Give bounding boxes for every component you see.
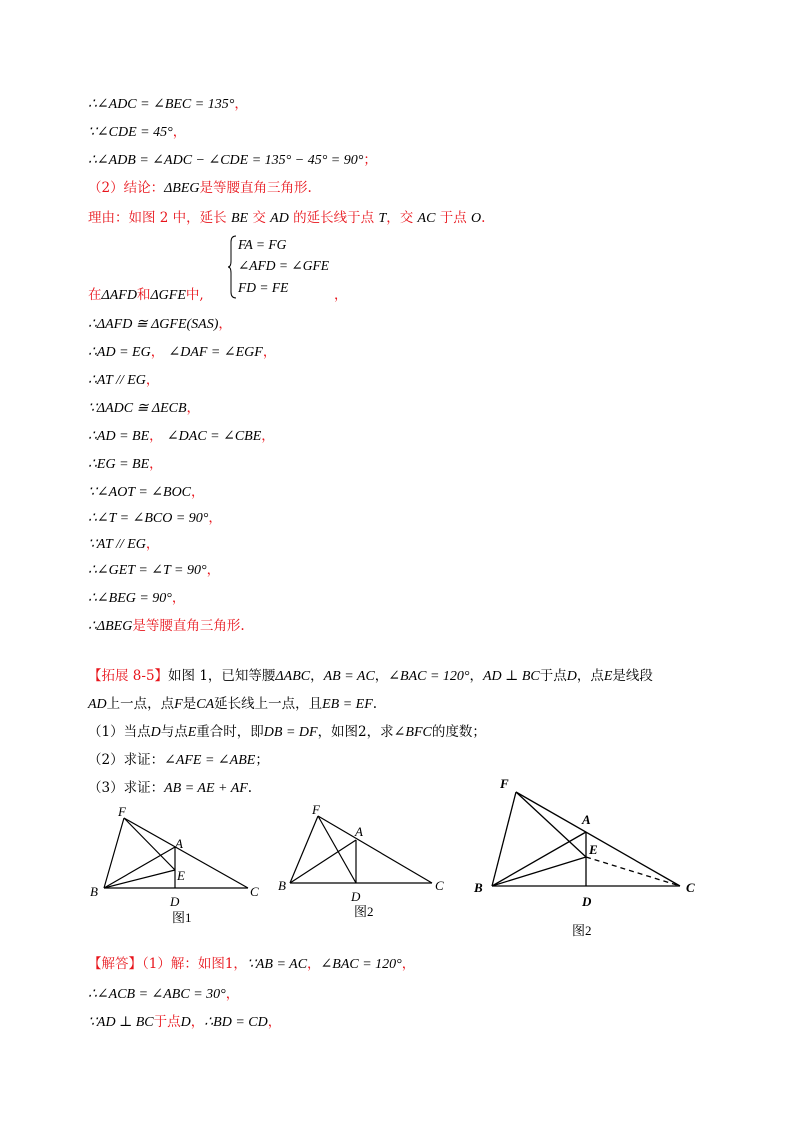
problem-line-2: [88, 694, 377, 715]
label-C: C: [686, 880, 695, 895]
math-expr: ∴∠GET = ∠T = 90°: [88, 563, 207, 578]
punct: ，: [208, 510, 222, 526]
figure-3: [468, 772, 708, 947]
math-expr: ∵AD ⊥ BC: [88, 1015, 154, 1030]
answer-text: 于点: [153, 1014, 181, 1030]
label-E: E: [589, 842, 598, 857]
math-expr: AD: [88, 697, 107, 712]
system-text: 和: [136, 287, 151, 303]
math-expr: ∵ΔADC ≅ ΔECB: [88, 401, 187, 416]
question-3: [88, 778, 252, 799]
math-expr: D: [150, 725, 161, 740]
answer-line-2: [88, 984, 239, 1005]
question-text: .: [247, 780, 253, 796]
punct: ，: [150, 344, 165, 360]
math-expr: ∠DAC = ∠CBE: [166, 429, 262, 444]
math-expr: ∠BFC: [393, 725, 432, 740]
label-D: D: [170, 894, 180, 909]
math-expr: ∴∠ADC = ∠BEC = 135°: [88, 97, 235, 112]
proof2-line-8: [88, 508, 222, 529]
question-text: （1）当点: [88, 724, 151, 740]
math-expr: ∴∠T = ∠BCO = 90°: [88, 511, 209, 526]
math-expr: ∴BD = CD: [204, 1015, 268, 1030]
punct: ；: [363, 152, 377, 168]
punct: ，: [190, 1014, 205, 1030]
proof2-line-7: [88, 482, 205, 503]
label-C: C: [250, 884, 259, 899]
proof2-line-2: [88, 342, 276, 363]
punct: ，: [267, 1014, 282, 1030]
math-expr: ∴EG = BE: [88, 457, 150, 472]
figure-3-caption: 图2: [572, 923, 592, 938]
proof2-line-3: [88, 370, 159, 391]
question-text: 重合时，即: [196, 724, 264, 740]
math-expr: ∵AB = AC: [246, 957, 308, 972]
system-trailing-comma: ，: [334, 287, 348, 303]
punct: ，: [186, 400, 201, 416]
math-expr: ∴ΔBEG: [88, 619, 133, 634]
conclusion-line: [88, 616, 245, 637]
math-expr: ∵∠AOT = ∠BOC: [88, 485, 192, 500]
proof2-line-1: [88, 314, 232, 335]
problem-text: ，: [310, 668, 324, 684]
math-expr: ∴∠ACB = ∠ABC = 30°: [88, 987, 226, 1002]
label-C: C: [435, 878, 444, 893]
answer-tag: 【解答】: [88, 956, 142, 972]
punct: ，: [149, 428, 163, 444]
math-expr: AB = AE + AF: [164, 781, 248, 796]
problem-tag: 【拓展 8-5】: [88, 668, 169, 684]
math-expr: ∠AFE = ∠ABE: [164, 753, 256, 768]
math-expr: ∠BAC = 120°: [320, 957, 402, 972]
math-expr: DB = DF: [263, 725, 318, 740]
math-expr: ∵∠CDE = 45°: [88, 125, 173, 140]
reason-text: 理由：如图 2 中，延长: [88, 210, 227, 226]
system-row: ∠AFD = ∠GFE: [238, 258, 329, 273]
reason-text: 于点: [439, 210, 467, 226]
question-2: [88, 750, 269, 771]
system-label-line: [88, 285, 204, 306]
punct: ，: [261, 428, 275, 444]
problem-text: 上一点，点: [106, 696, 175, 712]
math-expr: EB = EF: [322, 697, 373, 712]
part2-tail: 是等腰直角三角形.: [199, 180, 312, 196]
reason-text: 的延长线于点: [293, 210, 375, 226]
math-expr: CA: [196, 697, 215, 712]
math-expr: ∴AD = EG: [88, 345, 151, 360]
proof-line-2: [88, 122, 186, 143]
proof2-line-9: [88, 534, 159, 555]
proof2-line-6: [88, 454, 163, 475]
math-expr: ΔBEG: [164, 181, 200, 196]
proof2-line-4: [88, 398, 200, 419]
punct: ，: [145, 372, 160, 388]
punct: ，: [191, 484, 205, 500]
conclusion-text: 是等腰直角三角形.: [132, 618, 245, 634]
answer-line-3: [88, 1012, 281, 1033]
problem-text: ，点: [576, 668, 604, 684]
question-1: [88, 722, 486, 743]
label-A: A: [355, 824, 363, 839]
proof2-line-5: [88, 426, 275, 447]
math-expr: ∴AT // EG: [88, 373, 146, 388]
figure-2-caption: 图2: [354, 904, 374, 919]
problem-text: ，: [469, 668, 483, 684]
system-text: 在: [88, 287, 102, 303]
label-A: A: [175, 836, 183, 851]
problem-text: .: [372, 696, 378, 712]
figure-2: [278, 798, 458, 928]
punct: ，: [234, 96, 248, 112]
label-E: E: [177, 868, 185, 883]
math-expr: ∵AT // EG: [88, 537, 146, 552]
punct: ，: [262, 344, 277, 360]
brace-icon: [228, 234, 238, 300]
math-expr: ΔGFE: [150, 288, 186, 303]
label-F: F: [118, 804, 126, 819]
math-expr: ∴∠ADB = ∠ADC − ∠CDE = 135° − 45° = 90°: [88, 153, 364, 168]
math-expr: D: [566, 669, 577, 684]
math-expr: BE: [230, 211, 249, 226]
question-text: ；: [255, 752, 269, 768]
math-expr: F: [174, 697, 183, 712]
problem-text: 如图 1，已知等腰: [168, 668, 276, 684]
question-text: 的度数；: [431, 724, 486, 740]
math-expr: E: [603, 669, 613, 684]
punct: ，: [307, 956, 321, 972]
math-expr: T: [378, 211, 387, 226]
answer-text: （1）解：如图1，: [142, 956, 247, 972]
figure-1: [86, 800, 276, 930]
math-expr: ∠BAC = 120°: [388, 669, 470, 684]
answer-line-1: [88, 954, 415, 975]
label-B: B: [474, 880, 483, 895]
math-expr: AD ⊥ BC: [483, 669, 540, 684]
math-expr: ∴ΔAFD ≅ ΔGFE(SAS): [88, 317, 219, 332]
math-expr: E: [187, 725, 197, 740]
problem-line-1: [88, 666, 653, 687]
part2-conclusion: [88, 178, 312, 199]
problem-text: ，: [374, 668, 389, 684]
math-expr: O: [471, 211, 482, 226]
proof-line-3: [88, 150, 377, 171]
math-expr: AC: [417, 211, 436, 226]
label-F: F: [500, 776, 509, 791]
math-expr: D: [180, 1015, 191, 1030]
punct: ，: [149, 456, 163, 472]
math-expr: AB = AC: [323, 669, 375, 684]
label-F: F: [312, 802, 320, 817]
math-expr: ΔABC: [275, 669, 311, 684]
math-expr: AD: [270, 211, 289, 226]
math-expr: ∠DAF = ∠EGF: [168, 345, 263, 360]
part2-lead: （2）结论：: [88, 180, 165, 196]
proof2-line-11: [88, 588, 185, 609]
math-expr: ∴∠BEG = 90°: [88, 591, 172, 606]
reason-text: 交: [252, 210, 266, 226]
system-row: FA = FG: [238, 237, 287, 252]
label-D: D: [351, 889, 361, 904]
reason-line: [88, 208, 485, 229]
question-text: 与点: [160, 724, 188, 740]
punct: ，: [145, 536, 160, 552]
math-expr: ∴AD = BE: [88, 429, 150, 444]
figure-1-caption: 图1: [172, 910, 192, 925]
punct: ，: [172, 124, 187, 140]
question-text: （3）求证：: [88, 780, 165, 796]
punct: ，: [171, 590, 186, 606]
question-text: ，如图2，求: [317, 724, 394, 740]
problem-text: 延长线上一点，且: [214, 696, 323, 712]
reason-text: .: [481, 210, 486, 226]
label-A: A: [582, 812, 591, 827]
proof-line-1: [88, 94, 248, 115]
proof2-line-10: [88, 560, 220, 581]
math-expr: ΔAFD: [101, 288, 137, 303]
problem-text: 是: [182, 696, 197, 712]
label-D: D: [582, 894, 592, 909]
punct: ，: [206, 562, 221, 578]
punct: ，: [401, 956, 416, 972]
problem-text: 于点: [539, 668, 567, 684]
label-B: B: [90, 884, 98, 899]
problem-text: 是线段: [612, 668, 653, 684]
question-text: （2）求证：: [88, 752, 165, 768]
system-row: FD = FE: [238, 280, 289, 295]
reason-text: ，交: [386, 210, 414, 226]
punct: ，: [218, 316, 232, 332]
punct: ，: [225, 986, 240, 1002]
label-B: B: [278, 878, 286, 893]
system-text: 中,: [185, 287, 204, 303]
